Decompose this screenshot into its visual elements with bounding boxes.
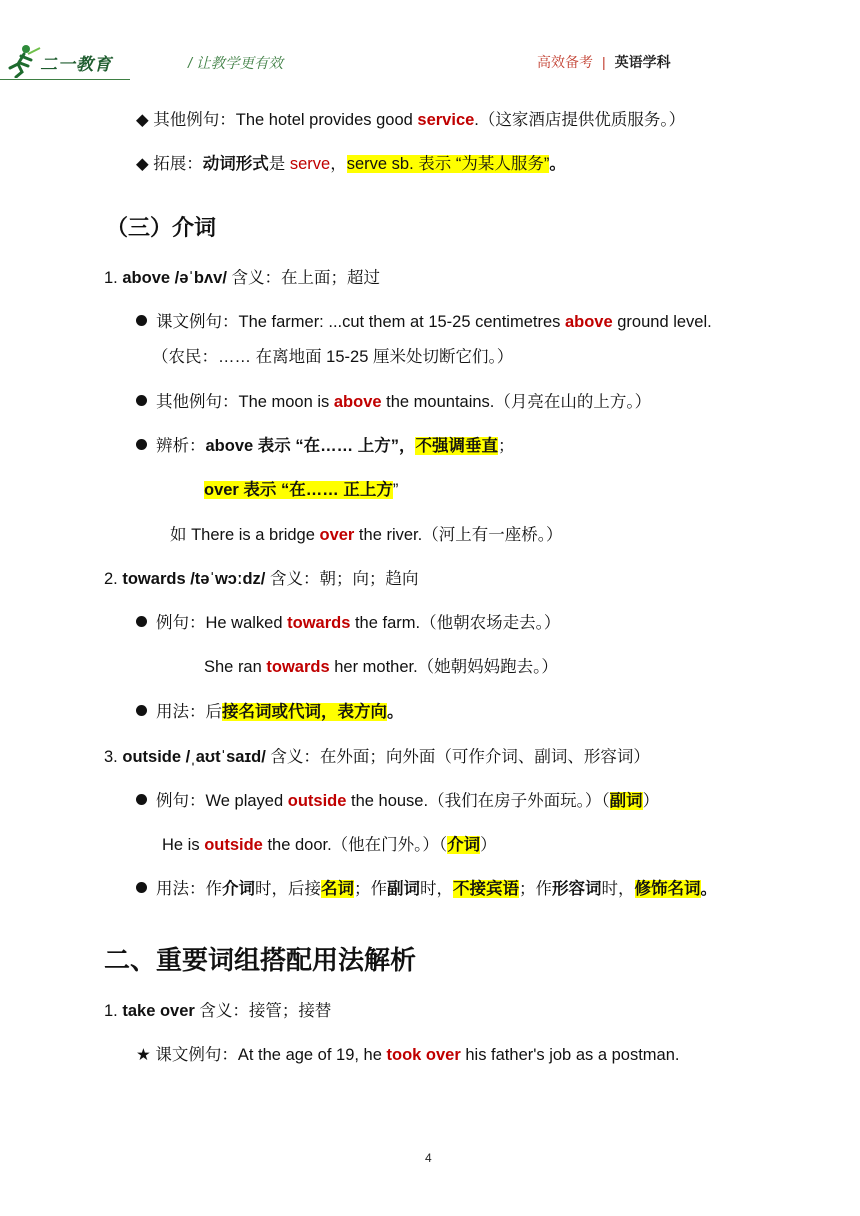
outside-example-1: 例句：We played outside the house.（我们在房子外面玩。）（副词） — [136, 790, 659, 812]
header-separator: | — [602, 54, 606, 70]
bullet-icon — [136, 395, 147, 406]
header-right — [537, 52, 671, 72]
towards-example-2: She ran towards her mother.（她朝妈妈跑去。） — [204, 658, 558, 676]
section-heading-prepositions: （三）介词 — [106, 215, 217, 240]
slogan: / 让教学更有效 — [188, 56, 284, 72]
over-distinction: over 表示 “在…… 正上方” — [204, 481, 399, 499]
logo — [4, 44, 114, 78]
header-divider — [0, 79, 130, 80]
page-number: 4 — [425, 1151, 432, 1165]
bullet-icon — [136, 616, 147, 627]
logo-text: 二一教育 — [40, 55, 112, 74]
header-exam-label: 高效备考 — [537, 54, 593, 70]
take-over-example: ★ 课文例句：At the age of 19, he took over his father's job as a postman. — [136, 1046, 680, 1064]
above-text-example: 课文例句：The farmer: ...cut them at 15-25 centimetres above ground level. — [136, 311, 712, 333]
phrase-take-over: 1. take over 含义：接管；接替 — [104, 1002, 332, 1020]
bullet-icon — [136, 705, 147, 716]
bullet-icon — [136, 439, 147, 450]
above-text-example-translation: （农民：…… 在离地面 15-25 厘米处切断它们。） — [152, 348, 514, 366]
word-towards: 2. towards /təˈwɔːdz/ 含义：朝；向；趋向 — [104, 570, 419, 588]
word-outside: 3. outside /ˌaʊtˈsaɪd/ 含义：在外面；向外面（可作介词、副词、形容词） — [104, 748, 650, 766]
above-other-example: 其他例句：The moon is above the mountains.（月亮在山的上方。） — [136, 391, 651, 413]
towards-usage: 用法：后接名词或代词，表方向。 — [136, 701, 404, 723]
outside-usage: 用法：作介词时，后接名词；作副词时，不接宾语；作形容词时，修饰名词。 — [136, 878, 717, 900]
page-header — [0, 0, 860, 86]
outside-example-2: He is outside the door.（他在门外。）（介词） — [162, 836, 497, 854]
extension-serve: ◆ 拓展：动词形式是 serve，serve sb. 表示 “为某人服务”。 — [136, 155, 566, 173]
bullet-icon — [136, 882, 147, 893]
above-distinction: 辨析：above 表示 “在…… 上方”，不强调垂直； — [136, 435, 514, 457]
bullet-icon — [136, 794, 147, 805]
over-example: 如 There is a bridge over the river.（河上有一座桥。） — [170, 526, 563, 544]
runner-logo-icon — [4, 44, 44, 78]
towards-example-1: 例句：He walked towards the farm.（他朝农场走去。） — [136, 612, 560, 634]
example-service: ◆ 其他例句：The hotel provides good service.（这家酒店提供优质服务。） — [136, 111, 686, 129]
word-above: 1. above /əˈbʌv/ 含义：在上面；超过 — [104, 269, 380, 287]
bullet-icon — [136, 315, 147, 326]
header-subject-label: 英语学科 — [614, 54, 671, 70]
section-heading-phrases: 二、重要词组搭配用法解析 — [104, 945, 417, 975]
